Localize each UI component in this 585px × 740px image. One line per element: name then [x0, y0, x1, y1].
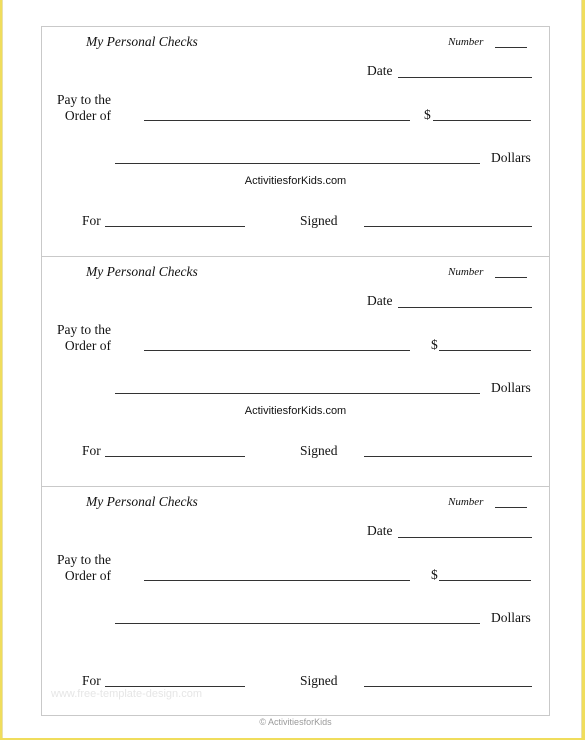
watermark-text: www.free-template-design.com	[51, 688, 203, 700]
number-label: Number	[448, 36, 484, 48]
amount-field[interactable]	[433, 120, 531, 121]
payee-field[interactable]	[144, 350, 410, 351]
pay-to-label	[57, 322, 111, 354]
pay-to-line2: Order of	[64, 108, 111, 123]
dollars-label: Dollars	[491, 380, 531, 395]
check-title: My Personal Checks	[86, 34, 198, 49]
pay-to-label	[57, 552, 111, 584]
pay-to-line1: Pay to the	[57, 322, 111, 337]
footer-text: © ActivitiesforKids	[259, 717, 332, 727]
memo-field[interactable]	[105, 226, 245, 227]
number-label: Number	[448, 266, 484, 278]
paper-page	[2, 0, 582, 738]
date-field[interactable]	[398, 537, 532, 538]
pay-to-line1: Pay to the	[57, 92, 111, 107]
signed-label: Signed	[300, 213, 338, 228]
number-field[interactable]	[495, 277, 527, 278]
check-title: My Personal Checks	[86, 264, 198, 279]
amount-words-field[interactable]	[115, 163, 480, 164]
number-label: Number	[448, 496, 484, 508]
dollar-sign: $	[431, 337, 438, 352]
site-label: ActivitiesforKids.com	[244, 405, 347, 417]
signed-label: Signed	[300, 443, 338, 458]
pay-to-line1: Pay to the	[57, 552, 111, 567]
for-label: For	[82, 213, 101, 228]
pay-to-label	[57, 92, 111, 124]
dollars-label: Dollars	[491, 150, 531, 165]
number-field[interactable]	[495, 47, 527, 48]
for-label: For	[82, 673, 101, 688]
signature-field[interactable]	[364, 686, 532, 687]
dollar-sign: $	[431, 567, 438, 582]
number-field[interactable]	[495, 507, 527, 508]
pay-to-line2: Order of	[64, 338, 111, 353]
signature-field[interactable]	[364, 456, 532, 457]
date-field[interactable]	[398, 307, 532, 308]
dollar-sign: $	[424, 107, 431, 122]
amount-field[interactable]	[439, 580, 531, 581]
date-label: Date	[367, 523, 393, 538]
payee-field[interactable]	[144, 120, 410, 121]
pay-to-line2: Order of	[64, 568, 111, 583]
date-label: Date	[367, 63, 393, 78]
signature-field[interactable]	[364, 226, 532, 227]
amount-words-field[interactable]	[115, 393, 480, 394]
memo-field[interactable]	[105, 456, 245, 457]
check-1	[42, 27, 549, 257]
check-sheet	[41, 26, 550, 716]
dollars-label: Dollars	[491, 610, 531, 625]
amount-field[interactable]	[439, 350, 531, 351]
check-title: My Personal Checks	[86, 494, 198, 509]
signed-label: Signed	[300, 673, 338, 688]
check-2	[42, 257, 549, 487]
amount-words-field[interactable]	[115, 623, 480, 624]
date-field[interactable]	[398, 77, 532, 78]
memo-field[interactable]	[105, 686, 245, 687]
site-label: ActivitiesforKids.com	[244, 175, 347, 187]
date-label: Date	[367, 293, 393, 308]
check-3	[42, 487, 549, 716]
payee-field[interactable]	[144, 580, 410, 581]
for-label: For	[82, 443, 101, 458]
